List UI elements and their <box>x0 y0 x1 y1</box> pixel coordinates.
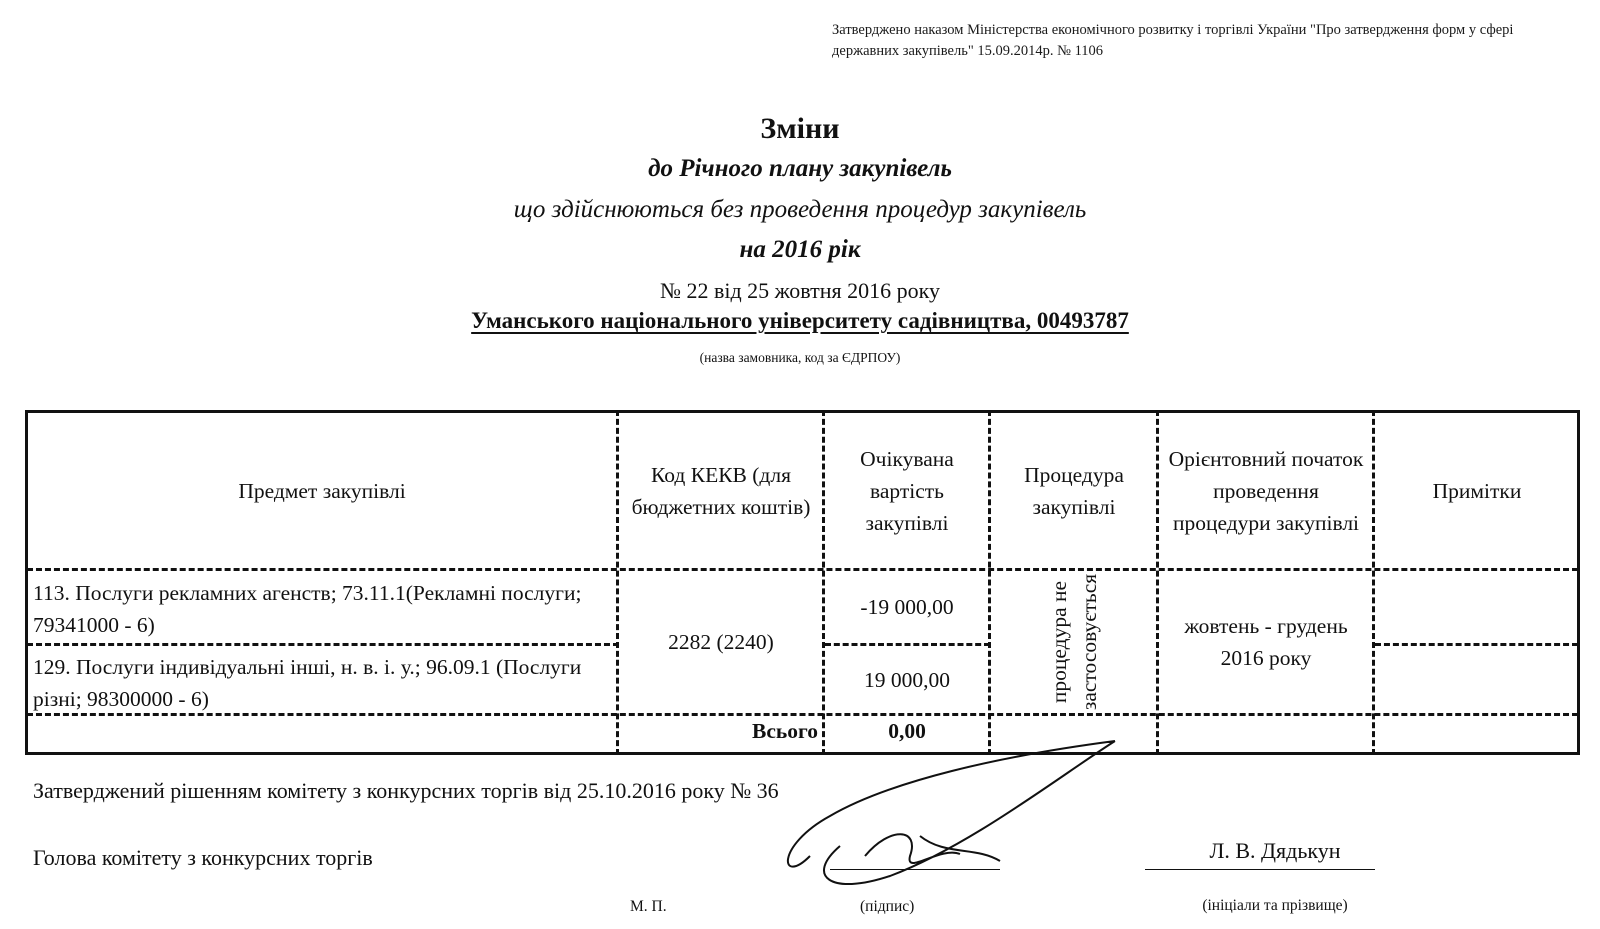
signature-caption: (підпис) <box>860 898 915 915</box>
committee-approval: Затверджений рішенням комітету з конкурсних торгів від 25.10.2016 року № 36 <box>33 778 779 803</box>
document-subtitle-2: що здійснюються без проведення процедур закупівель <box>513 196 1087 223</box>
column-divider <box>822 410 825 755</box>
signature-mark <box>770 736 1140 896</box>
column-header-procedure: Процедура закупівлі <box>1024 462 1124 519</box>
procedure-value: процедура не застосовується <box>1047 573 1101 711</box>
row-subject-1: 113. Послуги рекламних агенств; 73.11.1(Рекламні послуги; 79341000 - 6) <box>33 581 582 637</box>
stamp-label: М. П. <box>630 898 667 915</box>
row-cost-2: 19 000,00 <box>864 668 950 692</box>
column-header-cost: Очікувана вартість закупівлі <box>860 446 954 535</box>
document-title: Зміни <box>760 112 840 145</box>
customer-caption: (назва замовника, код за ЄДРПОУ) <box>699 350 901 365</box>
approval-note: Затверджено наказом Міністерства економічного розвитку і торгівлі України "Про затвердження форм у сфері державних закупівель" 15.09.2014р. № 1106 <box>832 22 1514 59</box>
column-header-kekv: Код КЕКВ (для бюджетних коштів) <box>631 462 811 519</box>
column-divider <box>616 410 619 755</box>
plan-year: на 2016 рік <box>739 236 861 263</box>
column-divider <box>1156 410 1159 755</box>
customer-name: Уманського національного університету садівництва, 00493787 <box>471 308 1129 333</box>
column-header-notes: Примітки <box>1432 478 1522 503</box>
column-header-start: Орієнтовний початок проведення процедури закупівлі <box>1168 446 1364 535</box>
row-divider <box>825 643 990 646</box>
row-subject-2: 129. Послуги індивідуальні інші, н. в. і. у.; 96.09.1 (Послуги різні; 98300000 - 6) <box>33 655 582 711</box>
name-caption: (ініціали та прізвище) <box>1202 897 1348 914</box>
chair-name: Л. В. Дядькун <box>1209 838 1341 863</box>
row-divider <box>27 643 619 646</box>
header-divider <box>27 568 1578 571</box>
kekv-code: 2282 (2240) <box>668 630 774 654</box>
start-period: жовтень - грудень 2016 року <box>1184 614 1348 670</box>
row-divider <box>1375 643 1578 646</box>
document-subtitle: до Річного плану закупівель <box>648 155 952 182</box>
document-number: № 22 від 25 жовтня 2016 року <box>659 278 941 303</box>
procedure-cell <box>994 572 1154 712</box>
column-header-subject: Предмет закупівлі <box>238 478 406 503</box>
chair-label: Голова комітету з конкурсних торгів <box>33 845 373 870</box>
column-divider <box>1372 410 1375 755</box>
column-divider <box>988 410 991 755</box>
total-label: Всього <box>752 719 818 743</box>
name-line <box>1145 869 1375 870</box>
row-cost-1: -19 000,00 <box>860 595 954 619</box>
total-value: 0,00 <box>888 719 926 743</box>
